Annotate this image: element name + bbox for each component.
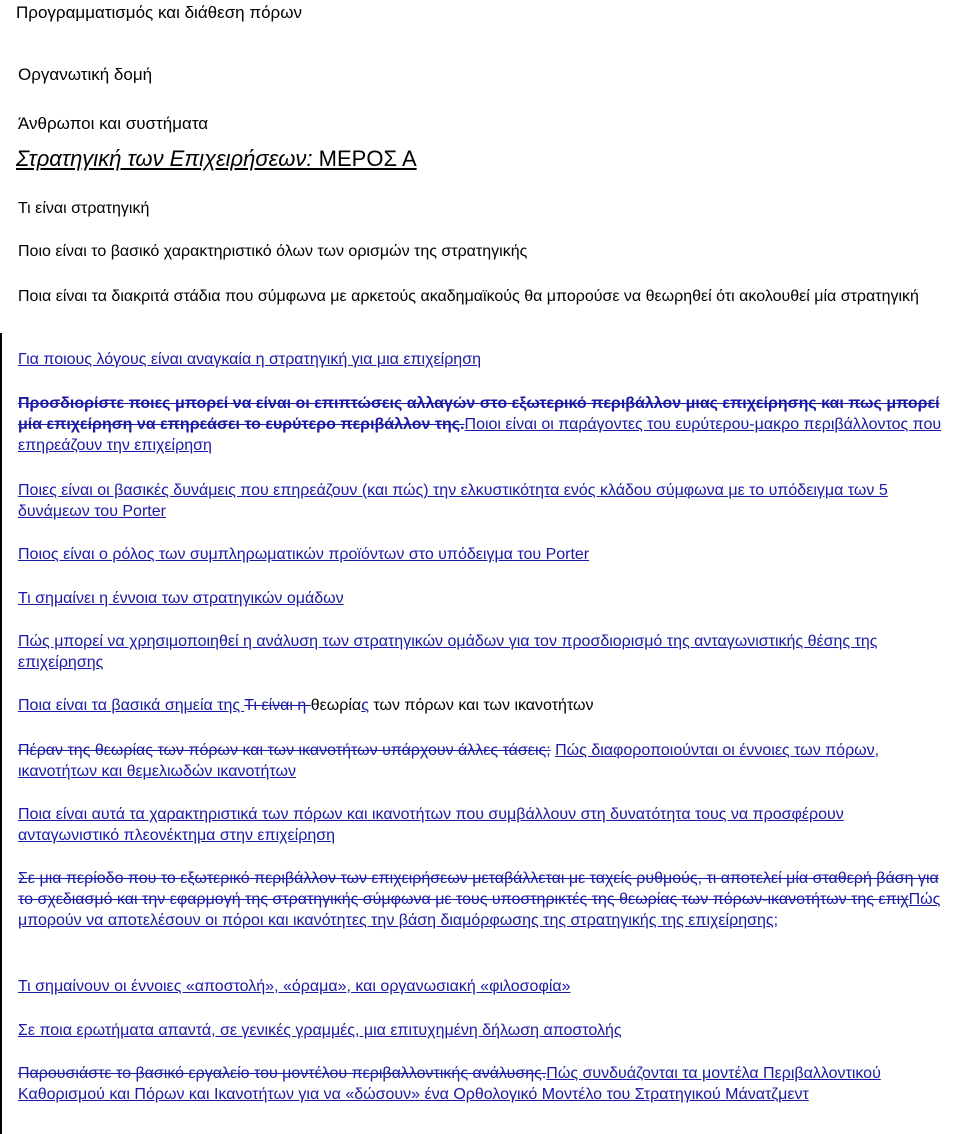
question-11-struck: Πέραν της θεωρίας των πόρων και των ικανοτήτων υπάρχουν άλλες τάσεις;: [18, 742, 551, 759]
question-16: [18, 1063, 948, 1105]
main-heading-rest: ΜΕΡΟΣ Α: [312, 146, 417, 171]
question-16-new[interactable]: Πώς συνδυάζονται τα μοντέλα Περιβαλλοντικού Καθορισμού και Πόρων και Ικανοτήτων για να «δώσουν» ένα Ορθολογικό Μοντέλο του Στρατηγικού Μάνατζμεντ: [18, 1065, 881, 1103]
section-heading-org: Οργανωτική δομή: [18, 65, 153, 84]
question-11-new[interactable]: Πώς διαφοροποιούνται οι έννοιες των πόρων, ικανοτήτων και θεμελιωδών ικανοτήτων: [18, 742, 880, 780]
question-10-d: των πόρων και των ικανοτήτων: [368, 697, 594, 714]
question-14[interactable]: Τι σημαίνουν οι έννοιες «αποστολή», «όραμα», και οργανωσιακή «φιλοσοφία»: [18, 978, 571, 995]
question-1: Τι είναι στρατηγική: [18, 200, 150, 217]
question-13: [18, 868, 948, 931]
question-5: [18, 393, 948, 456]
question-13-struck: Σε μια περίοδο που το εξωτερικό περιβάλλον των επιχειρήσεων μεταβάλλεται με ταχείς ρυθμούς, τι αποτελεί μία σταθερή βάση για το σχεδιασμό και την εφαρμογή της στρατηγικής σύμφωνα με τους υποστηρικτές της θεωρίας των πόρων-ικανοτήτων της επιχ: [18, 870, 939, 908]
question-7[interactable]: Ποιος είναι ο ρόλος των συμπληρωματικών προϊόντων στο υπόδειγμα του Porter: [18, 546, 590, 563]
question-16-struck: Παρουσιάστε το βασικό εργαλείο του μοντέλου περιβαλλοντικής ανάλυσης.: [18, 1065, 547, 1082]
question-11: [18, 740, 948, 782]
question-5-new[interactable]: Ποιοι είναι οι παράγοντες του ευρύτερου-μακρο περιβάλλοντος που επηρεάζουν την επιχείρηση: [18, 416, 942, 454]
question-10-struck: Τι είναι η: [244, 697, 311, 714]
question-10-b: θεωρία: [310, 697, 362, 714]
question-10: [18, 695, 948, 716]
question-6[interactable]: Ποιες είναι οι βασικές δυνάμεις που επηρεάζουν (και πώς) την ελκυστικότητα ενός κλάδου σύμφωνα με το υπόδειγμα των 5 δυνάμεων του Porter: [18, 482, 888, 520]
question-3: Ποια είναι τα διακριτά στάδια που σύμφωνα με αρκετούς ακαδημαϊκούς θα μπορούσε να θεωρηθεί ότι ακολουθεί μία στρατηγική: [18, 288, 919, 305]
section-heading-people: Άνθρωποι και συστήματα: [18, 114, 209, 133]
main-heading: [16, 146, 946, 172]
question-15[interactable]: Σε ποια ερωτήματα απαντά, σε γενικές γραμμές, μια επιτυχημένη δήλωση αποστολής: [18, 1022, 622, 1039]
question-13-new[interactable]: Πώς μπορούν να αποτελέσουν οι πόροι και ικανότητες την βάση διαμόρφωσης της στρατηγικής της επιχείρησης;: [18, 891, 941, 929]
question-9[interactable]: Πώς μπορεί να χρησιμοποιηθεί η ανάλυση των στρατηγικών ομάδων για τον προσδιορισμό της ανταγωνιστικής θέσης της επιχείρησης: [18, 633, 878, 671]
main-heading-italic: Στρατηγική των Επιχειρήσεων:: [16, 146, 313, 171]
question-5-struck: Προσδιορίστε ποιες μπορεί να είναι οι επιπτώσεις αλλαγών στο εξωτερικό περιβάλλον μιας επιχείρησης και πως μπορεί μία επιχείρηση να επηρεάσει το ευρύτερο περιβάλλον της.: [18, 395, 940, 433]
page-title: Προγραμματισμός και διάθεση πόρων: [16, 3, 302, 22]
change-bar: [0, 333, 2, 1134]
question-8[interactable]: Τι σημαίνει η έννοια των στρατηγικών ομάδων: [18, 590, 344, 607]
question-12[interactable]: Ποια είναι αυτά τα χαρακτηριστικά των πόρων και ικανοτήτων που συμβάλλουν στη δυνατότητα τους να προσφέρουν ανταγωνιστικό πλεονέκτημα στην επιχείρηση: [18, 806, 844, 844]
question-4[interactable]: Για ποιους λόγους είναι αναγκαία η στρατηγική για μια επιχείρηση: [18, 351, 481, 368]
question-10-c: ς: [361, 697, 369, 714]
question-2: Ποιο είναι το βασικό χαρακτηριστικό όλων των ορισμών της στρατηγικής: [18, 243, 528, 260]
question-10-a[interactable]: Ποια είναι τα βασικά σημεία της: [18, 697, 245, 714]
